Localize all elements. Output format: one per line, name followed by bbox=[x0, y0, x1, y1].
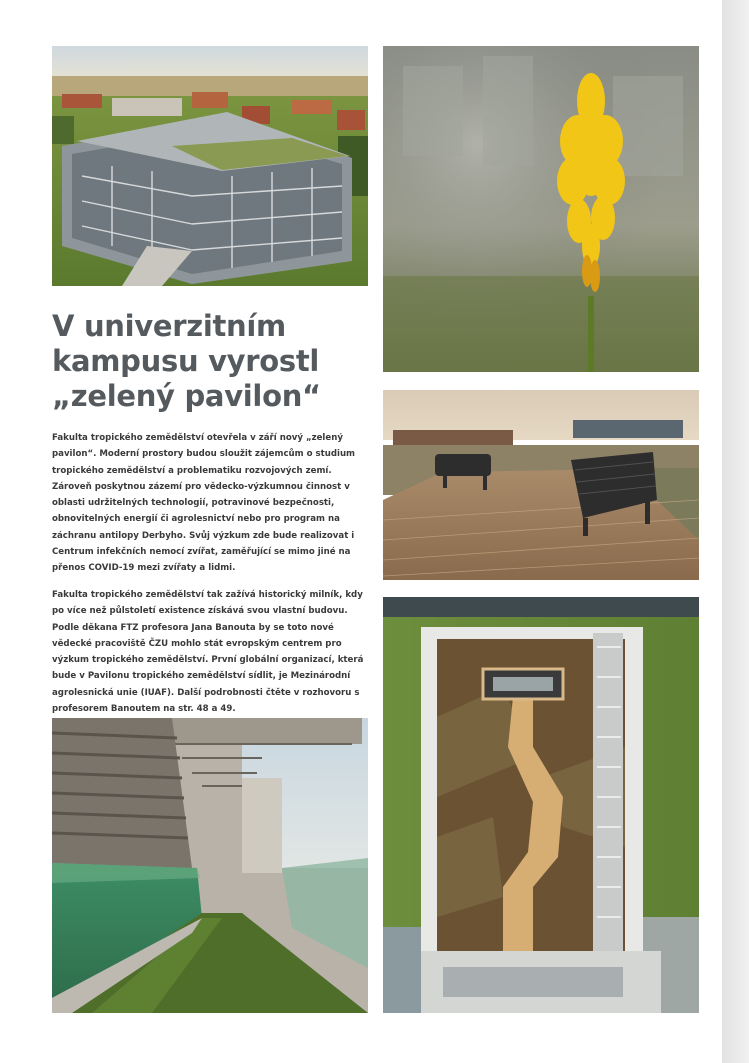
article-paragraph-1: Fakulta tropického zemědělství otevřela v září nový „zelený pavilon“. Moderní prostory budou sloužit zájemcům o studium tropického zemědělství a problematiku rozvojových zemí. Zároveň poskytnou zázemí pro vědecko-výzkumnou činnost v oblasti udržitelných technologií, potravinové bezpečnosti, obnovitelných energií či agrolesnictví nebo pro program na záchranu antilopy Derbyho. Svůj výzkum zde bude realizovat i Centrum infekčních nemocí zvířat, zaměřující se mimo jiné na přenos COVID-19 mezi zvířaty a lidmi. bbox=[52, 433, 356, 574]
title-line-1: V univerzitním bbox=[52, 309, 286, 343]
article-title bbox=[52, 309, 370, 414]
photo-roof-terrace-benches bbox=[383, 390, 699, 580]
photo-green-balcony bbox=[52, 718, 368, 1013]
title-line-2: kampusu vyrostl bbox=[52, 344, 320, 378]
photo-aerial-pavilion bbox=[52, 46, 368, 286]
article-paragraph-2: Fakulta tropického zemědělství tak zažívá historický milník, kdy po více než půlstoletí existence získává svou vlastní budovu. Podle děkana FTZ profesora Jana Banouta by se toto nové vědecké pracoviště ČZU mohlo stát evropským centrem pro výzkum tropického zemědělství. První globální organizací, která bude v Pavilonu tropického zemědělství sídlit, je Mezinárodní agrolesnická unie (IUAF). Další podrobnosti čtěte v rozhovoru s profesorem Banoutem na str. 48 a 49. bbox=[52, 590, 364, 715]
photo-green-roof-top-view bbox=[383, 597, 699, 1013]
photo-yellow-flower bbox=[383, 46, 699, 372]
title-line-3: „zelený pavilon“ bbox=[52, 379, 321, 413]
page-edge-shadow bbox=[722, 0, 749, 1063]
